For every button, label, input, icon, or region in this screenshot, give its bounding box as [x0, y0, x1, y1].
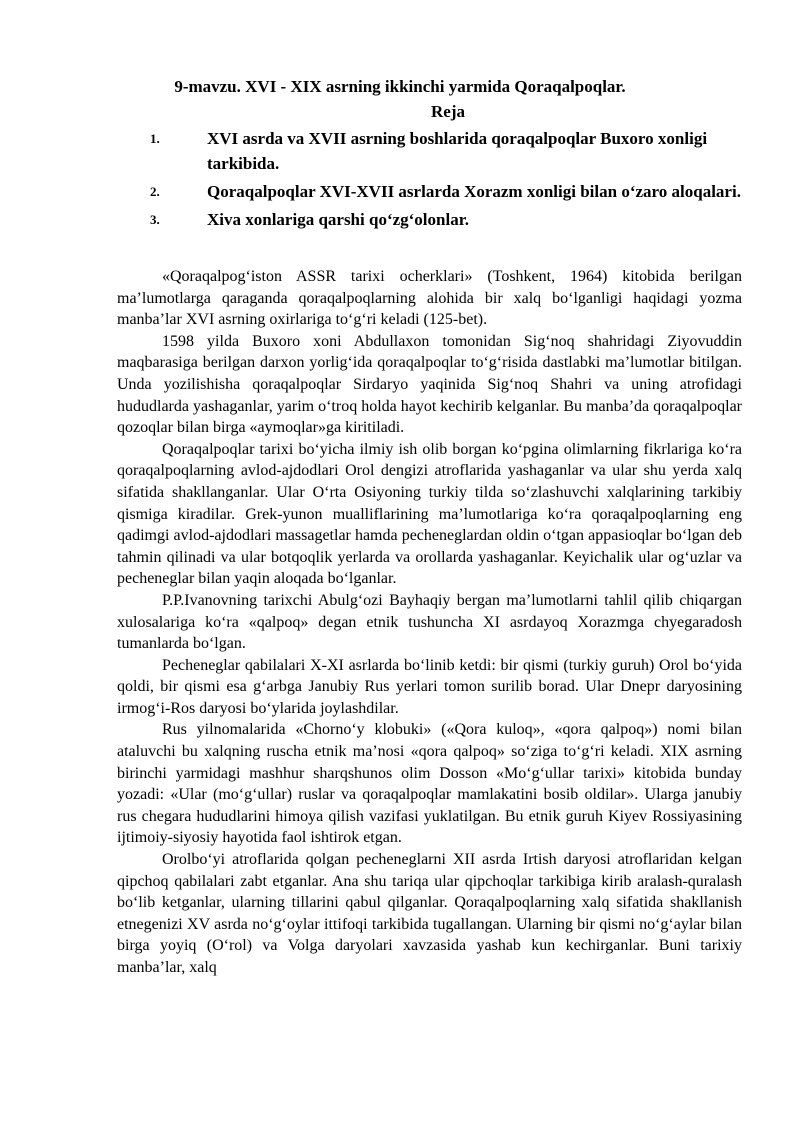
paragraph: Qoraqalpoqlar tarixi bo‘yicha ilmiy ish olib borgan ko‘pgina olimlarning fikrlariga ko‘ra qoraqalpoqlarning avlod-ajdodlari Orol dengizi atroflarida yashaganlar va ular shu yerda xalq sifatida shakllanganlar. Ular O‘rta Osiyoning turkiy tilda so‘zlashuvchi xalqlarining tarkibiy qismiga kiradilar. Grek-yunon mualliflarining ma’lumotlariga ko‘ra qoraqalpoqlarning eng qadimgi avlod-ajdodlari massagetlar hamda pecheneglardan oldin o‘tgan appasioqlar bo‘lgan deb tahmin qilinadi va ular botqoqlik yerlarda va orollarda yashaganlar. Keyichalik ular og‘uzlar va pecheneglar bilan yaqin aloqada bo‘lganlar.: [117, 440, 742, 588]
paragraph: «Qoraqalpog‘iston ASSR tarixi ocherklari» (Toshkent, 1964) kitobida berilgan ma’lumotlarga qaraganda qoraqalpoqlarning alohida bir xalq bo‘lganligi haqidagi yozma manba’lar XVI asrning oxirlariga to‘g‘ri keladi (125-bet).: [117, 268, 742, 329]
plan-item-text: Xiva xonlariga qarshi qo‘zg‘olonlar.: [207, 210, 469, 229]
plan-item: [150, 179, 750, 204]
plan-item-number: 1.: [150, 131, 160, 146]
plan-heading: Reja: [431, 102, 465, 121]
plan-item-text: Qoraqalpoqlar XVI-XVII asrlarda Xorazm xonligi bilan o‘zaro aloqalari.: [207, 182, 741, 201]
plan-item-number: 2.: [150, 184, 160, 199]
plan-item-text: XVI asrda va XVII asrning boshlarida qoraqalpoqlar Buxoro xonligi tarkibida.: [207, 129, 708, 173]
body-text: [117, 266, 742, 979]
paragraph: Rus yilnomalarida «Chorno‘y klobuki» («Qora kuloq», «qora qalpoq») nomi bilan ataluvchi bu xalqning ruscha etnik ma’nosi «qora qalpoq» so‘ziga to‘g‘ri keladi. XIX asrning birinchi yarmidagi mashhur sharqshunos olim Dosson «Mo‘g‘ullar tarixi» kitobida bunday yozadi: «Ular (mo‘g‘ullar) ruslar va qoraqalpoqlar mamlakatini bosib oldilar». Ularga janubiy rus chegara hududlarini himoya qilish vazifasi yuklatilgan. Bu etnik guruh Kiyev Rossiyasining ijtimoiy-siyosiy hayotida faol ishtirok etgan.: [117, 721, 742, 847]
paragraph: 1598 yilda Buxoro xoni Abdullaxon tomonidan Sig‘noq shahridagi Ziyovuddin maqbarasiga berilgan darxon yorlig‘ida qoraqalpoqlar to‘g‘risida dastlabki ma’lumotlar bitilgan. Unda yozilishisha qoraqalpoqlar Sirdaryo yaqinida Sig‘noq Shahri va uning atrofidagi hududlarda yashaganlar, yarim o‘troq holda hayot kechirib kelganlar. Bu manba’da qoraqalpoqlar qozoqlar bilan birga «aymoqlar»ga kiritiladi.: [117, 332, 742, 437]
paragraph: Pecheneglar qabilalari X-XI asrlarda bo‘linib ketdi: bir qismi (turkiy guruh) Orol bo‘yida qoldi, bir qismi esa g‘arbga Janubiy Rus yerlari tomon surilib borad. Ular Dnepr daryosining irmog‘i-Ros daryosi bo‘ylarida joylashdilar.: [117, 656, 742, 717]
plan-list: [150, 126, 750, 235]
plan-item-number: 3.: [150, 212, 160, 227]
plan-item: [150, 207, 750, 232]
plan-item: [150, 126, 750, 176]
document-title: 9-mavzu. XVI - XIX asrning ikkinchi yarmida Qoraqalpoqlar.: [174, 77, 626, 96]
paragraph: P.P.Ivanovning tarixchi Abulg‘ozi Bayhaqiy bergan ma’lumotlarni tahlil qilib chiqargan xulosalariga ko‘ra «qalpoq» degan etnik tushuncha XI asrdayoq Xorazmga chyegaradosh tumanlarda bo‘lgan.: [117, 591, 742, 653]
paragraph: Orolbo‘yi atroflarida qolgan pecheneglarni XII asrda Irtish daryosi atroflaridan kelgan qipchoq qabilalari zabt etganlar. Ana shu tariqa ular qipchoqlar tarkibiga kirib aralash-quralash bo‘lib ketganlar, ularning tillarini qabul qilganlar. Qoraqalpoqlarning xalq sifatida shakllanish etnegenizi XV asrda no‘g‘oylar ittifoqi tarkibida tugallangan. Ularning bir qismi no‘g‘aylar bilan birga yoyiq (O‘rol) va Volga daryolari xavzasida yashab kun kechirganlar. Buni tarixiy manba’lar, xalq: [117, 851, 742, 976]
